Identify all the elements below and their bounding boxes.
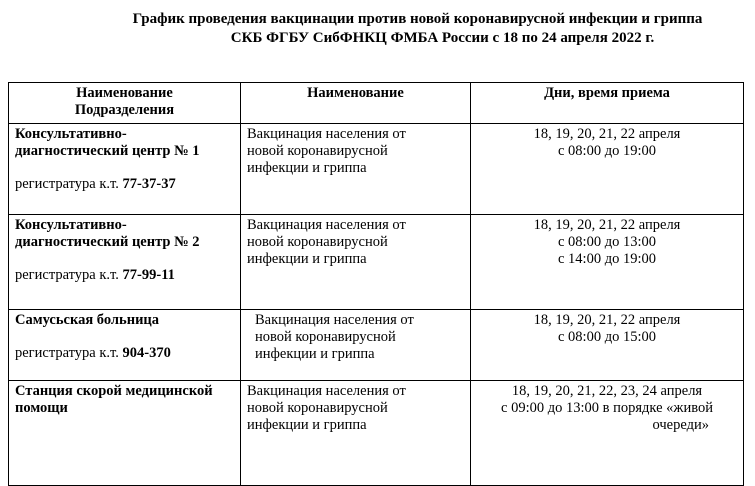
time-text: с 08:00 до 15:00	[558, 329, 656, 345]
time-text: с 09:00 до 13:00 в порядке «живой	[501, 400, 713, 416]
department-name-line-1: Консультативно-	[15, 217, 127, 233]
department-cell	[9, 381, 241, 486]
header-department	[9, 83, 241, 124]
registry-number: 77-99-11	[122, 267, 175, 283]
registry-phone	[15, 267, 234, 284]
department-name-line-1: Консультативно-	[15, 126, 127, 142]
department-cell	[9, 215, 241, 310]
service-cell	[241, 310, 471, 381]
service-line-3: инфекции и гриппа	[247, 251, 367, 267]
department-name-line-2: диагностический центр № 1	[15, 143, 200, 159]
time-text-2: очереди»	[652, 417, 709, 433]
title-line-1: График проведения вакцинации против новой коронавирусной инфекции и гриппа	[132, 11, 703, 27]
days-time-cell	[471, 310, 744, 381]
time-text: с 08:00 до 19:00	[558, 143, 656, 159]
service-cell	[241, 124, 471, 215]
registry-number: 904-370	[122, 345, 171, 361]
days-text: 18, 19, 20, 21, 22 апреля	[533, 126, 681, 142]
service-line-3: инфекции и гриппа	[247, 417, 367, 433]
header-service: Наименование	[241, 83, 471, 124]
table-row	[9, 381, 744, 486]
table-row	[9, 124, 744, 215]
department-name-line-2: помощи	[15, 400, 68, 416]
service-line-2: новой коронавирусной	[247, 143, 388, 159]
table-header-row	[9, 83, 744, 124]
document-title	[0, 10, 755, 48]
title-line-2: СКБ ФГБУ СибФНКЦ ФМБА России с 18 по 24 апреля 2022 г.	[230, 30, 655, 46]
vaccination-schedule-table	[8, 82, 744, 486]
department-cell	[9, 310, 241, 381]
service-cell	[241, 381, 471, 486]
service-line-1: Вакцинация населения от	[255, 312, 414, 328]
service-line-3: инфекции и гриппа	[255, 346, 375, 362]
time-text: с 08:00 до 13:00	[558, 234, 656, 250]
department-name	[15, 126, 234, 160]
service-line-1: Вакцинация населения от	[247, 126, 406, 142]
days-text: 18, 19, 20, 21, 22 апреля	[533, 312, 681, 328]
time-text-2: с 14:00 до 19:00	[558, 251, 656, 267]
header-days-time: Дни, время приема	[471, 83, 744, 124]
service-line-3: инфекции и гриппа	[247, 160, 367, 176]
days-text: 18, 19, 20, 21, 22, 23, 24 апреля	[511, 383, 703, 399]
registry-label: регистратура к.т.	[15, 176, 123, 192]
registry-phone	[15, 176, 234, 193]
service-line-1: Вакцинация населения от	[247, 217, 406, 233]
department-cell	[9, 124, 241, 215]
service-line-2: новой коронавирусной	[247, 234, 388, 250]
header-department-line-1: Наименование	[76, 85, 173, 101]
service-line-2: новой коронавирусной	[255, 329, 396, 345]
department-name-line-2: диагностический центр № 2	[15, 234, 200, 250]
registry-phone	[15, 345, 234, 362]
days-time-cell	[471, 124, 744, 215]
department-name	[15, 217, 234, 251]
registry-label: регистратура к.т.	[15, 267, 123, 283]
days-time-cell	[471, 381, 744, 486]
days-time-cell	[471, 215, 744, 310]
service-line-2: новой коронавирусной	[247, 400, 388, 416]
table-row	[9, 215, 744, 310]
department-name	[15, 312, 234, 329]
department-name-line-1: Станция скорой медицинской	[15, 383, 213, 399]
registry-number: 77-37-37	[122, 176, 176, 192]
service-cell	[241, 215, 471, 310]
table-row	[9, 310, 744, 381]
registry-label: регистратура к.т.	[15, 345, 123, 361]
days-text: 18, 19, 20, 21, 22 апреля	[533, 217, 681, 233]
header-department-line-2: Подразделения	[74, 102, 175, 118]
department-name-line-1: Самусьская больница	[15, 312, 160, 328]
service-line-1: Вакцинация населения от	[247, 383, 406, 399]
department-name	[15, 383, 234, 417]
